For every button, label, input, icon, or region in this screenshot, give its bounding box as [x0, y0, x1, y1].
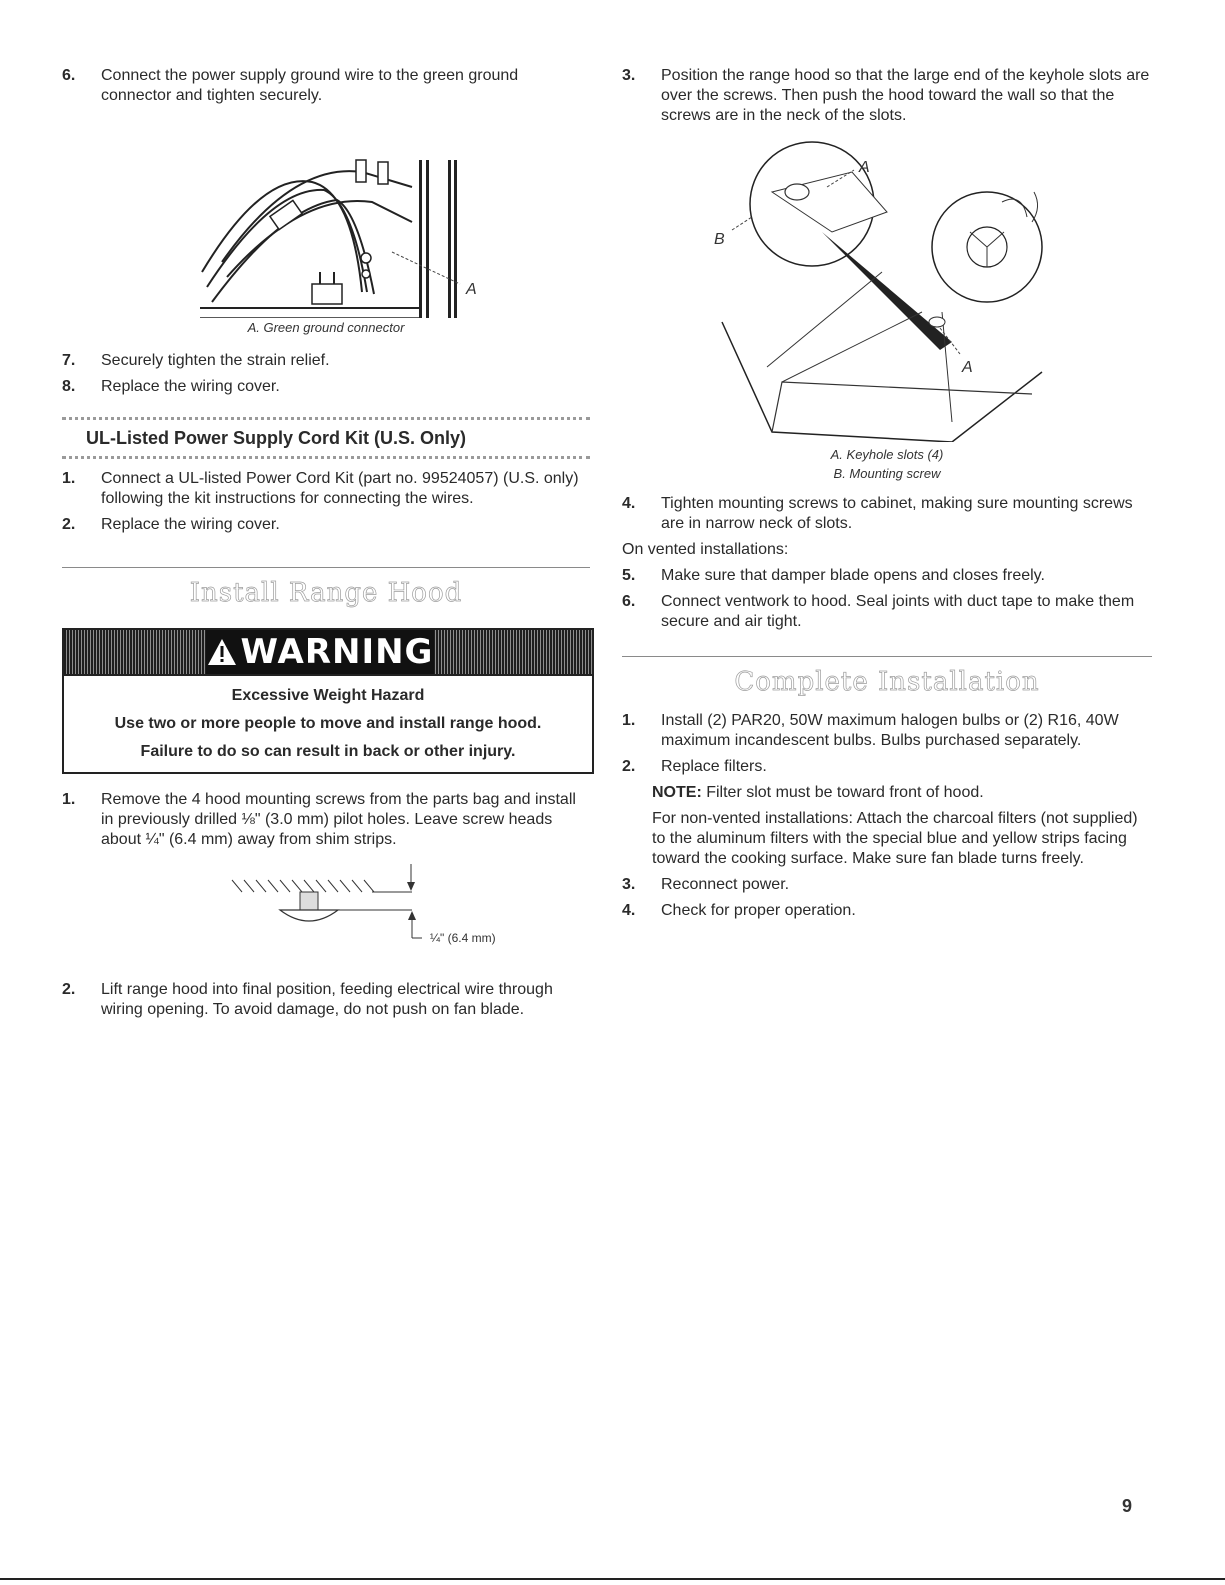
step-8-wiring-cover [62, 377, 590, 397]
section-divider [62, 567, 590, 568]
warning-body [64, 676, 592, 772]
complete-step-4 [622, 901, 1152, 921]
step-number: 5. [622, 567, 636, 584]
ground-connector-figure [62, 112, 590, 337]
keyhole-slots-illustration [622, 132, 1152, 442]
dotted-divider [62, 456, 590, 459]
ul-step-1 [62, 469, 590, 509]
step-text: Connect the power supply ground wire to the green ground connector and tighten securely. [101, 67, 519, 104]
step-number: 7. [62, 352, 76, 369]
filter-note [622, 783, 1152, 803]
step-7-strain-relief [62, 351, 590, 371]
hazard-title: Excessive Weight Hazard [231, 687, 425, 704]
step-text: Check for proper operation. [661, 902, 856, 919]
step-number: 4. [622, 495, 636, 512]
ul-step-2 [62, 515, 590, 535]
screw-gap-illustration [62, 860, 590, 952]
step-text: Securely tighten the strain relief. [101, 352, 330, 369]
callout-a-bottom: A [962, 359, 973, 376]
right-column [622, 66, 1152, 927]
step-5-damper [622, 566, 1152, 586]
complete-installation-title: Complete Installation [734, 667, 1040, 697]
warning-box [62, 628, 594, 774]
section-divider [622, 656, 1152, 657]
warning-header [64, 630, 592, 676]
step-text: Replace the wiring cover. [101, 516, 280, 533]
warning-label [206, 630, 434, 674]
keyhole-slots-figure [622, 132, 1152, 484]
ul-cord-kit-heading: UL-Listed Power Supply Cord Kit (U.S. Only) [86, 428, 467, 448]
install-range-hood-title: Install Range Hood [189, 578, 463, 608]
warning-line-1: Use two or more people to move and install range hood. [114, 715, 542, 732]
callout-a-top: A [859, 159, 870, 176]
gap-label: ¼" (6.4 mm) [430, 931, 496, 945]
step-number: 2. [62, 516, 76, 533]
ground-wiring-illustration [62, 112, 590, 318]
step-6-ground [62, 66, 590, 106]
figure-caption-1: A. Keyhole slots (4) [830, 447, 944, 462]
vented-intro: On vented installations: [622, 541, 789, 558]
warning-triangle-icon [207, 638, 237, 666]
step-6-ventwork [622, 592, 1152, 632]
step-text: Make sure that damper blade opens and closes freely. [661, 567, 1045, 584]
callout-a: A [466, 281, 477, 298]
step-text: Position the range hood so that the large end of the keyhole slots are over the screws. Then push the hood toward the wall so that the screws are in the neck of the slots. [661, 67, 1150, 124]
complete-step-1 [622, 711, 1152, 751]
warning-word: WARNING [240, 632, 434, 672]
complete-step-2 [622, 757, 1152, 777]
step-text: Tighten mounting screws to cabinet, making sure mounting screws are in narrow neck of slots. [661, 495, 1133, 532]
install-step-2 [62, 980, 590, 1020]
step-text: Lift range hood into final position, feeding electrical wire through wiring opening. To avoid damage, do not push on fan blade. [101, 981, 553, 1018]
step-number: 6. [622, 593, 636, 610]
step-text: Connect a UL-listed Power Cord Kit (part no. 99524057) (U.S. only) following the kit instructions for connecting the wires. [101, 470, 579, 507]
page-number: 9 [1122, 1496, 1133, 1516]
screw-gap-figure [62, 860, 590, 960]
figure-caption: A. Green ground connector [247, 320, 405, 335]
figure-caption-2: B. Mounting screw [833, 466, 941, 481]
step-text: Remove the 4 hood mounting screws from the parts bag and install in previously drilled ⅛" (3.0 mm) pilot holes. Leave screw heads about ¼" (6.4 mm) away from shim strips. [101, 791, 576, 848]
step-number: 1. [62, 470, 76, 487]
step-number: 3. [622, 67, 636, 84]
step-text: Install (2) PAR20, 50W maximum halogen bulbs or (2) R16, 40W maximum incandescent bulbs. Bulbs purchased separately. [661, 712, 1119, 749]
warning-line-2: Failure to do so can result in back or other injury. [140, 743, 516, 760]
note-label: NOTE: [652, 784, 702, 801]
step-number: 2. [622, 758, 636, 775]
step-number: 1. [622, 712, 636, 729]
step-number: 6. [62, 67, 76, 84]
callout-b: B [714, 231, 725, 248]
step-text: Replace the wiring cover. [101, 378, 280, 395]
step-text: Replace filters. [661, 758, 767, 775]
install-step-1 [62, 790, 590, 850]
step-number: 1. [62, 791, 76, 808]
step-text: Reconnect power. [661, 876, 790, 893]
step-text: Connect ventwork to hood. Seal joints with duct tape to make them secure and air tight. [661, 593, 1135, 630]
non-vented-note: For non-vented installations: Attach the charcoal filters (not supplied) to the aluminum filters with the special blue and yellow strips facing toward the cooking surface. Make sure fan blade turns freely. [652, 810, 1138, 867]
step-number: 4. [622, 902, 636, 919]
left-column [62, 66, 590, 1026]
step-number: 2. [62, 981, 76, 998]
step-number: 8. [62, 378, 76, 395]
step-number: 3. [622, 876, 636, 893]
note-text: Filter slot must be toward front of hood. [701, 784, 984, 801]
step-3-position-hood [622, 66, 1152, 126]
complete-step-3 [622, 875, 1152, 895]
page-bottom-rule [0, 1578, 1225, 1580]
step-4-tighten [622, 494, 1152, 534]
